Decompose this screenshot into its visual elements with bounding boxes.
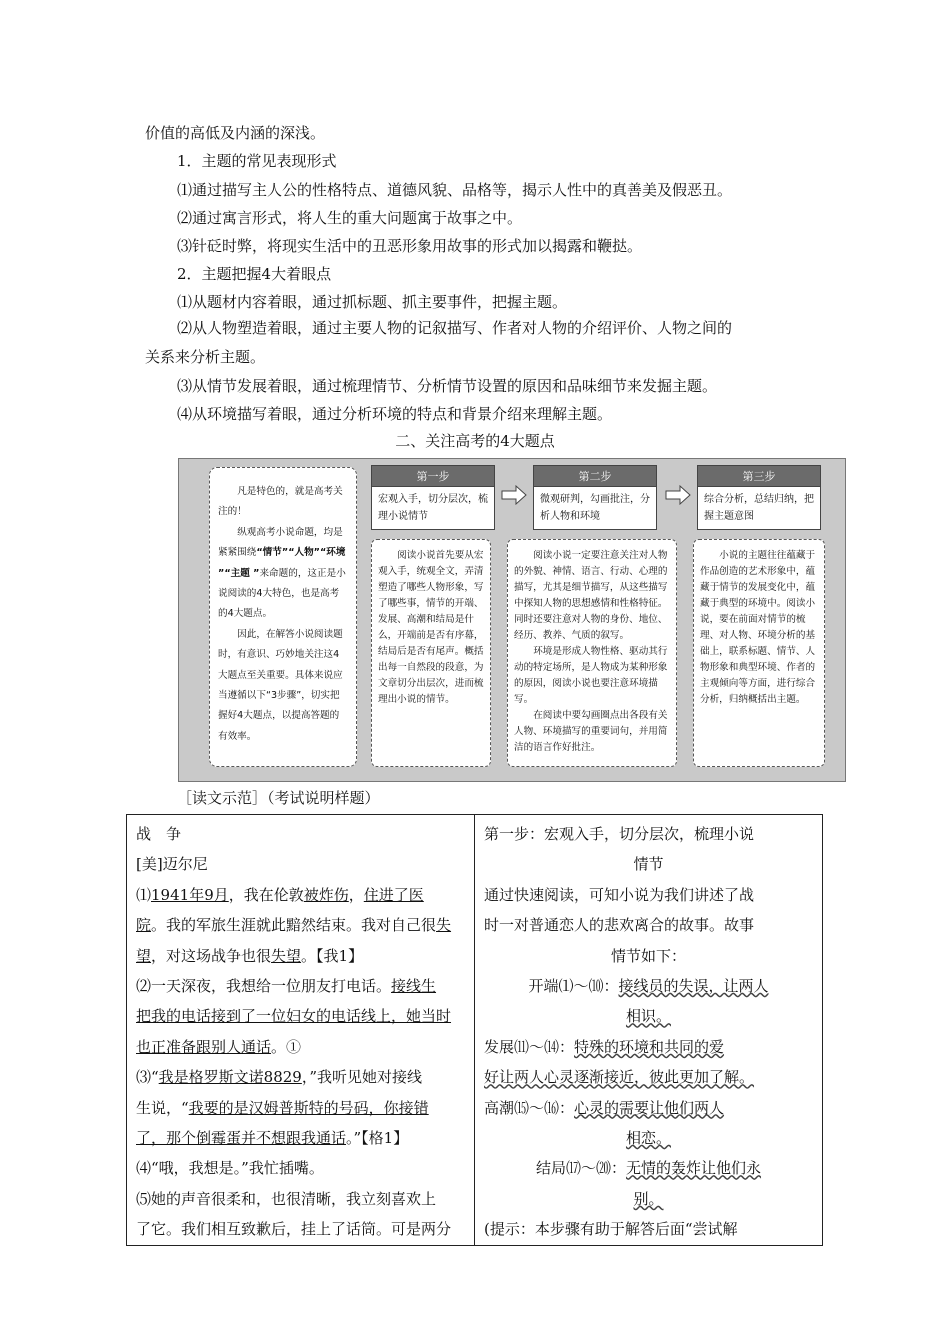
section2-item: ⑴从题材内容着眼，通过抓标题、抓主要事件，把握主题。 — [177, 293, 568, 311]
story-line: ⑶“我是格罗斯文诺8829，”我听见她对接线 — [136, 1068, 423, 1087]
story-line: 也正准备跟别人通话。① — [136, 1037, 302, 1056]
story-title: 战 争 — [136, 825, 182, 843]
plot-ending: 结局⒄～⒇：无情的轰炸让他们永 — [535, 1159, 762, 1178]
section1-item: ⑵通过寓言形式，将人生的重大问题寓于故事之中。 — [177, 209, 523, 227]
diagram-intro-box — [209, 467, 357, 767]
analysis-line: 情节如下： — [610, 946, 686, 965]
story-line: 了，那个倒霉蛋并不想跟我通话。”【格1】 — [136, 1129, 409, 1148]
step2-head: 第二步 — [533, 465, 657, 487]
step2-summary: 微观研判，勾画批注，分析人物和环境 — [533, 486, 657, 530]
plot-climax: 高潮⒂～⒃：心灵的需要让他们两人 — [484, 1098, 725, 1117]
step3-summary: 综合分析，总结归纳，把握主题意图 — [697, 486, 821, 530]
plot-start: 开端⑴～⑽：接线员的失误，让两人 — [528, 977, 769, 996]
step3-detail: 小说的主题往往蕴藏于作品创造的艺术形象中，蕴藏于情节的发展变化中，蕴藏于典型的环境中。阅读小说，要在前面对情节的梳理、对人物、环境分析的基础上，联系标题、情节、人物形象和典型环境、作者的主观倾向等方面，进行综合分析，归纳概括出主题。 — [693, 539, 825, 767]
step3-head: 第三步 — [697, 465, 821, 487]
plot-start-cont: 相识。 — [625, 1007, 671, 1026]
intro-p1: 凡是特色的，就是高考关注的！ — [218, 486, 343, 518]
story-line: 望，对这场战争也很失望。【我1】 — [136, 946, 364, 965]
analysis-hint: (提示：本步骤有助于解答后面“尝试解 — [484, 1220, 738, 1239]
plot-ending-cont: 别。 — [633, 1189, 664, 1208]
analysis-column — [475, 815, 823, 1246]
story-line: 院。我的军旅生涯就此黯然结束。我对自己很失 — [136, 916, 452, 935]
plot-development: 发展⑾～⒁：特殊的环境和共同的爱 — [484, 1037, 725, 1056]
plot-climax-cont: 相恋。 — [625, 1129, 671, 1148]
analysis-line: 时一对普通恋人的悲欢离合的故事。故事 — [484, 916, 755, 935]
story-line: 生说，“我要的是汉姆普斯特的号码，你接错 — [136, 1098, 429, 1117]
story-line: ⑷“哦，我想是。”我忙插嘴。 — [136, 1159, 324, 1178]
intro-p2: 纵观高考小说命题，均是紧紧围绕“情节”“人物”“环境 ”“主题 ”来命题的，这正是小说阅读的4大特色，也是高考的4大题点。 — [218, 526, 346, 620]
section-heading: 二、关注高考的4大题点 — [395, 432, 555, 450]
reading-label: ［读文示范］（考试说明样题） — [177, 789, 380, 807]
section1-item: ⑶针砭时弊，将现实生活中的丑恶形象用故事的形式加以揭露和鞭挞。 — [177, 237, 643, 255]
section2-item: ⑶从情节发展着眼，通过梳理情节、分析情节设置的原因和品味细节来发掘主题。 — [177, 377, 718, 395]
story-line: 把我的电话接到了一位妇女的电话线上，她当时 — [136, 1007, 452, 1026]
story-column — [127, 815, 475, 1246]
plot-development-cont: 好让两人心灵逐渐接近，彼此更加了解。 — [484, 1068, 755, 1087]
analysis-line: 通过快速阅读，可知小说为我们讲述了战 — [484, 885, 755, 904]
arrow-right-icon — [501, 485, 527, 505]
steps-diagram — [178, 458, 846, 782]
story-author: [美]迈尔尼 — [136, 855, 208, 874]
section1-title: 1．主题的常见表现形式 — [177, 152, 337, 170]
story-line: ⑴1941年9月，我在伦敦被炸伤，住进了医 — [136, 885, 424, 904]
section2-item: ⑷从环境描写着眼，通过分析环境的特点和背景介绍来理解主题。 — [177, 405, 613, 423]
section2-item: ⑵从人物塑造着眼，通过主要人物的记叙描写、作者对人物的介绍评价、人物之间的 — [177, 319, 733, 337]
example-table — [126, 814, 823, 1246]
step1-detail: 阅读小说首先要从宏观入手，统观全文，弄清塑造了哪些人物形象，写了哪些事，情节的开端、发展、高潮和结局是什么，开端前是否有序幕，结局后是否有尾声。概括出每一自然段的段意，为文章切分出层次，进而梳理出小说的情节。 — [371, 539, 491, 767]
story-line: ⑵一天深夜，我想给一位朋友打电话。接线生 — [136, 977, 437, 996]
intro-p3: 因此，在解答小说阅读题时，有意识、巧妙地关注这4大题点至关重要。具体来说应当遵循以下“3步骤”，切实把握好4大题点，以提高答题的有效率。 — [218, 628, 343, 742]
analysis-title: 第一步：宏观入手，切分层次，梳理小说 — [484, 825, 755, 843]
section2-title: 2．主题把握4大着眼点 — [177, 265, 332, 283]
intro-line: 价值的高低及内涵的深浅。 — [145, 124, 326, 142]
step2-detail: 阅读小说一定要注意关注对人物的外貌、神情、语言、行动、心理的描写，尤其是细节描写，从这些描写中探知人物的思想感情和性格特征。同时还要注意对人物的身份、地位、经历、教养、气质的叙写。 环境是形成人物性格、驱动其行动的特定场所，是人物成为某种形象的原因，阅读小说也要注意环境描写。 在阅读中要勾画圈点出各段有关人物、环境描写的重要词句，并用简洁的语言作好批注。 — [507, 539, 677, 767]
story-line: 了它。我们相互致歉后，挂上了话筒。可是两分 — [136, 1220, 452, 1239]
story-line: ⑸她的声音很柔和，也很清晰，我立刻喜欢上 — [136, 1189, 437, 1208]
step1-summary: 宏观入手，切分层次，梳理小说情节 — [371, 486, 495, 530]
section1-item: ⑴通过描写主人公的性格特点、道德风貌、品格等，揭示人性中的真善美及假恶丑。 — [177, 181, 733, 199]
analysis-title-cont: 情节 — [633, 855, 664, 874]
section2-item-cont: 关系来分析主题。 — [145, 348, 266, 366]
step1-head: 第一步 — [371, 465, 495, 487]
arrow-right-icon — [665, 485, 691, 505]
